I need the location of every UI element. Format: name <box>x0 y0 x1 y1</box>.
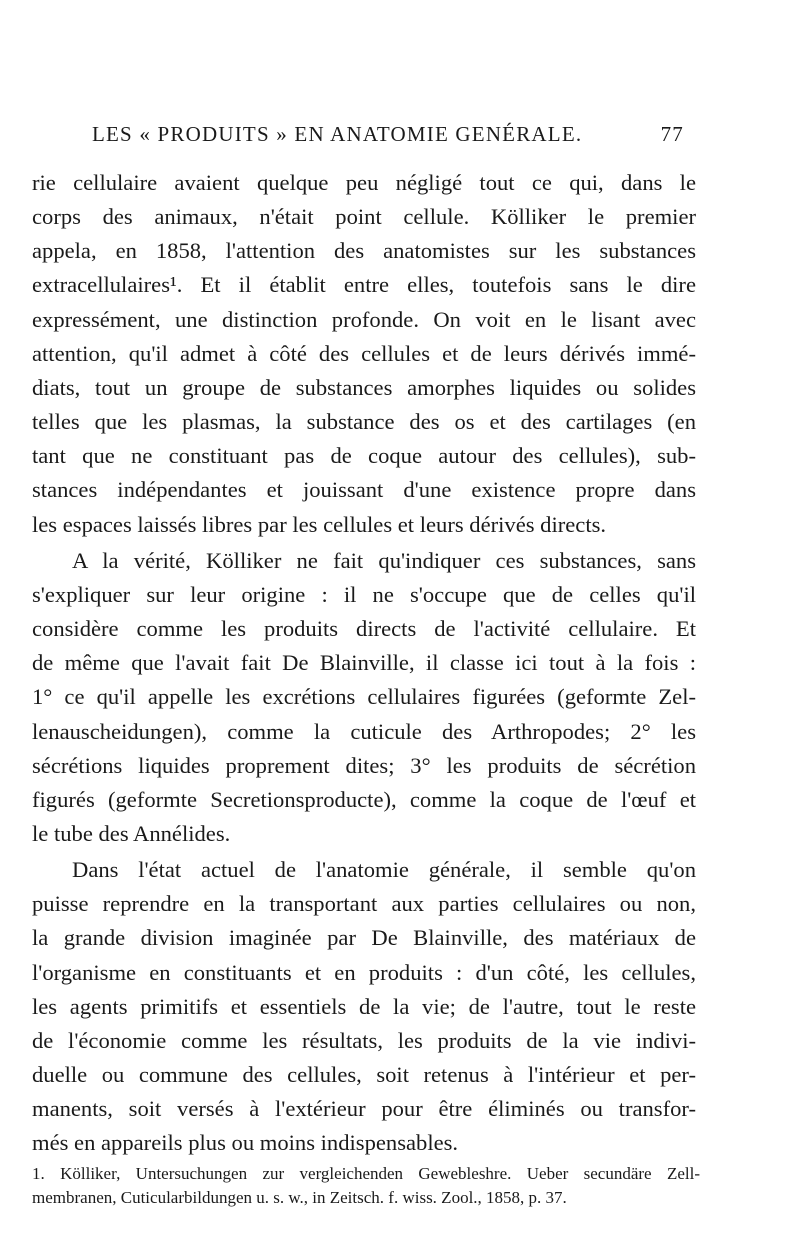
text-line: puisse reprendre en la transportant aux parties cellulaires ou non, <box>32 891 696 917</box>
text-line: rie cellulaire avaient quelque peu négligé tout ce qui, dans le <box>32 170 696 195</box>
text-line: més en appareils plus ou moins indispensables. <box>32 1130 459 1156</box>
page-number: 77 <box>660 122 684 146</box>
text-line: 1° ce qu'il appelle les excrétions cellulaires figurées (geformte Zel- <box>32 684 696 710</box>
footnote-line: 1. Kölliker, Untersuchungen zur vergleichenden Gewebleshre. Ueber secundäre Zell- <box>32 1164 700 1183</box>
text-line: expressément, une distinction profonde. On voit en le lisant avec <box>32 306 696 332</box>
body-text <box>32 166 696 1161</box>
text-line: de même que l'avait fait De Blainville, il classe ici tout à la fois : <box>32 650 696 676</box>
text-line: considère comme les produits directs de l'activité cellulaire. Et <box>32 616 696 642</box>
text-line: corps des animaux, n'était point cellule. Kölliker le premier <box>32 204 696 230</box>
paragraph-3 <box>32 853 696 1160</box>
text-line: stances indépendantes et jouissant d'une existence propre dans <box>32 477 696 503</box>
text-line: lenauscheidungen), comme la cuticule des Arthropodes; 2° les <box>32 718 696 744</box>
text-line: les espaces laissés libres par les cellules et leurs dérivés directs. <box>32 511 607 537</box>
paragraph-1 <box>32 166 696 542</box>
text-line: attention, qu'il admet à côté des cellules et de leurs dérivés immé- <box>32 340 696 366</box>
text-line: sécrétions liquides proprement dites; 3° les produits de sécrétion <box>32 752 696 778</box>
text-line: les agents primitifs et essentiels de la vie; de l'autre, tout le reste <box>32 993 696 1019</box>
text-line: s'expliquer sur leur origine : il ne s'occupe que de celles qu'il <box>32 581 696 607</box>
text-line: tant que ne constituant pas de coque autour des cellules), sub- <box>32 443 696 469</box>
text-line: de l'économie comme les résultats, les produits de la vie indivi- <box>32 1027 696 1053</box>
text-line: diats, tout un groupe de substances amorphes liquides ou solides <box>32 374 696 400</box>
footnote <box>32 1162 700 1210</box>
text-line: extracellulaires¹. Et il établit entre elles, toutefois sans le dire <box>32 272 696 298</box>
text-line: telles que les plasmas, la substance des os et des cartilages (en <box>32 409 696 435</box>
running-title: LES « PRODUITS » EN ANATOMIE GENÉRALE. <box>92 122 583 146</box>
text-line: la grande division imaginée par De Blainville, des matériaux de <box>32 925 696 951</box>
text-line: le tube des Annélides. <box>32 820 231 846</box>
text-line: A la vérité, Kölliker ne fait qu'indiquer ces substances, sans <box>72 547 696 573</box>
text-line: figurés (geformte Secretionsproducte), comme la coque de l'œuf et <box>32 786 696 812</box>
text-line: appela, en 1858, l'attention des anatomistes sur les substances <box>32 238 696 264</box>
text-line: Dans l'état actuel de l'anatomie générale, il semble qu'on <box>72 857 696 883</box>
text-line: duelle ou commune des cellules, soit retenus à l'intérieur et per- <box>32 1062 696 1088</box>
page-header <box>92 122 684 152</box>
footnote-line: membranen, Cuticularbildungen u. s. w., in Zeitsch. f. wiss. Zool., 1858, p. 37. <box>32 1188 567 1207</box>
paragraph-2 <box>32 544 696 851</box>
text-line: l'organisme en constituants et en produits : d'un côté, les cellules, <box>32 959 696 985</box>
text-line: manents, soit versés à l'extérieur pour être éliminés ou transfor- <box>32 1096 696 1122</box>
